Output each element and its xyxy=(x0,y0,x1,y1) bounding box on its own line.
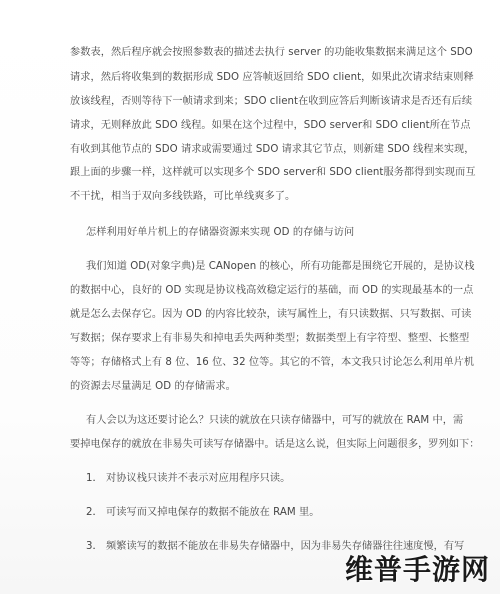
text-line: 等等；存储格式上有 8 位、16 位、32 位等。其它的不管，本文我只讨论怎么利用单片机 xyxy=(70,357,475,368)
text-line: 的资源去尽量满足 OD 的存储需求。 xyxy=(70,381,236,392)
text-line: 写数据；保存要求上有非易失和掉电丢失两种类型；数据类型上有字符型、整型、长整型 xyxy=(70,333,470,344)
text-line: 有收到其他节点的 SDO 请求或需要通过 SDO 请求其它节点，则新建 SDO 线程来实现， xyxy=(70,144,475,155)
list-item: 1． 对协议栈只读并不表示对应用程序只读。 xyxy=(86,473,291,484)
watermark-logo xyxy=(345,548,490,588)
text-line: 要掉电保存的就放在非易失可读写存储器中。话是这么说，但实际上问题很多，罗列如下： xyxy=(70,439,480,450)
watermark-text: 维普手游网 xyxy=(344,553,490,586)
text-line: 就是怎么去保存它。因为 OD 的内容比较杂，读写属性上，有只读数据、只写数据、可读 xyxy=(70,309,472,320)
text-line: 不干扰，相当于双向多线铁路，可比单线爽多了。 xyxy=(70,191,296,202)
text-line: 放该线程，否则等待下一帧请求到来；SDO client在收到应答后判断该请求是否还有后续 xyxy=(70,96,473,107)
text-line: 请求，然后将收集到的数据形成 SDO 应答帧返回给 SDO client，如果此次请求结束则释 xyxy=(70,72,474,83)
text-line: 跟上面的步骤一样，这样就可以实现多个 SDO server和 SDO client服务都得到实现而互 xyxy=(70,167,476,178)
text-line: 参数表，然后程序就会按照参数表的描述去执行 server 的功能收集数据来满足这个 SDO xyxy=(70,47,473,58)
section-heading: 怎样利用好单片机上的存储器资源来实现 OD 的存储与访问 xyxy=(86,227,355,238)
list-item: 3． 频繁读写的数据不能放在非易失存储器中，因为非易失存储器往往速度慢，有写 xyxy=(86,541,465,552)
text-line: 请求，无则释放此 SDO 线程。如果在这个过程中，SDO server和 SDO client所在节点 xyxy=(70,120,471,131)
text-line: 有人会以为这还要讨论么？只读的就放在只读存储器中，可写的就放在 RAM 中，需 xyxy=(86,415,464,426)
text-line: 的数据中心，良好的 OD 实现是协议栈高效稳定运行的基础，而 OD 的实现最基本的一点 xyxy=(70,285,474,296)
list-item: 2． 可读写而又掉电保存的数据不能放在 RAM 里。 xyxy=(86,507,320,518)
text-line: 我们知道 OD(对象字典)是 CANopen 的核心，所有功能都是围绕它开展的，是协议栈 xyxy=(86,261,475,272)
